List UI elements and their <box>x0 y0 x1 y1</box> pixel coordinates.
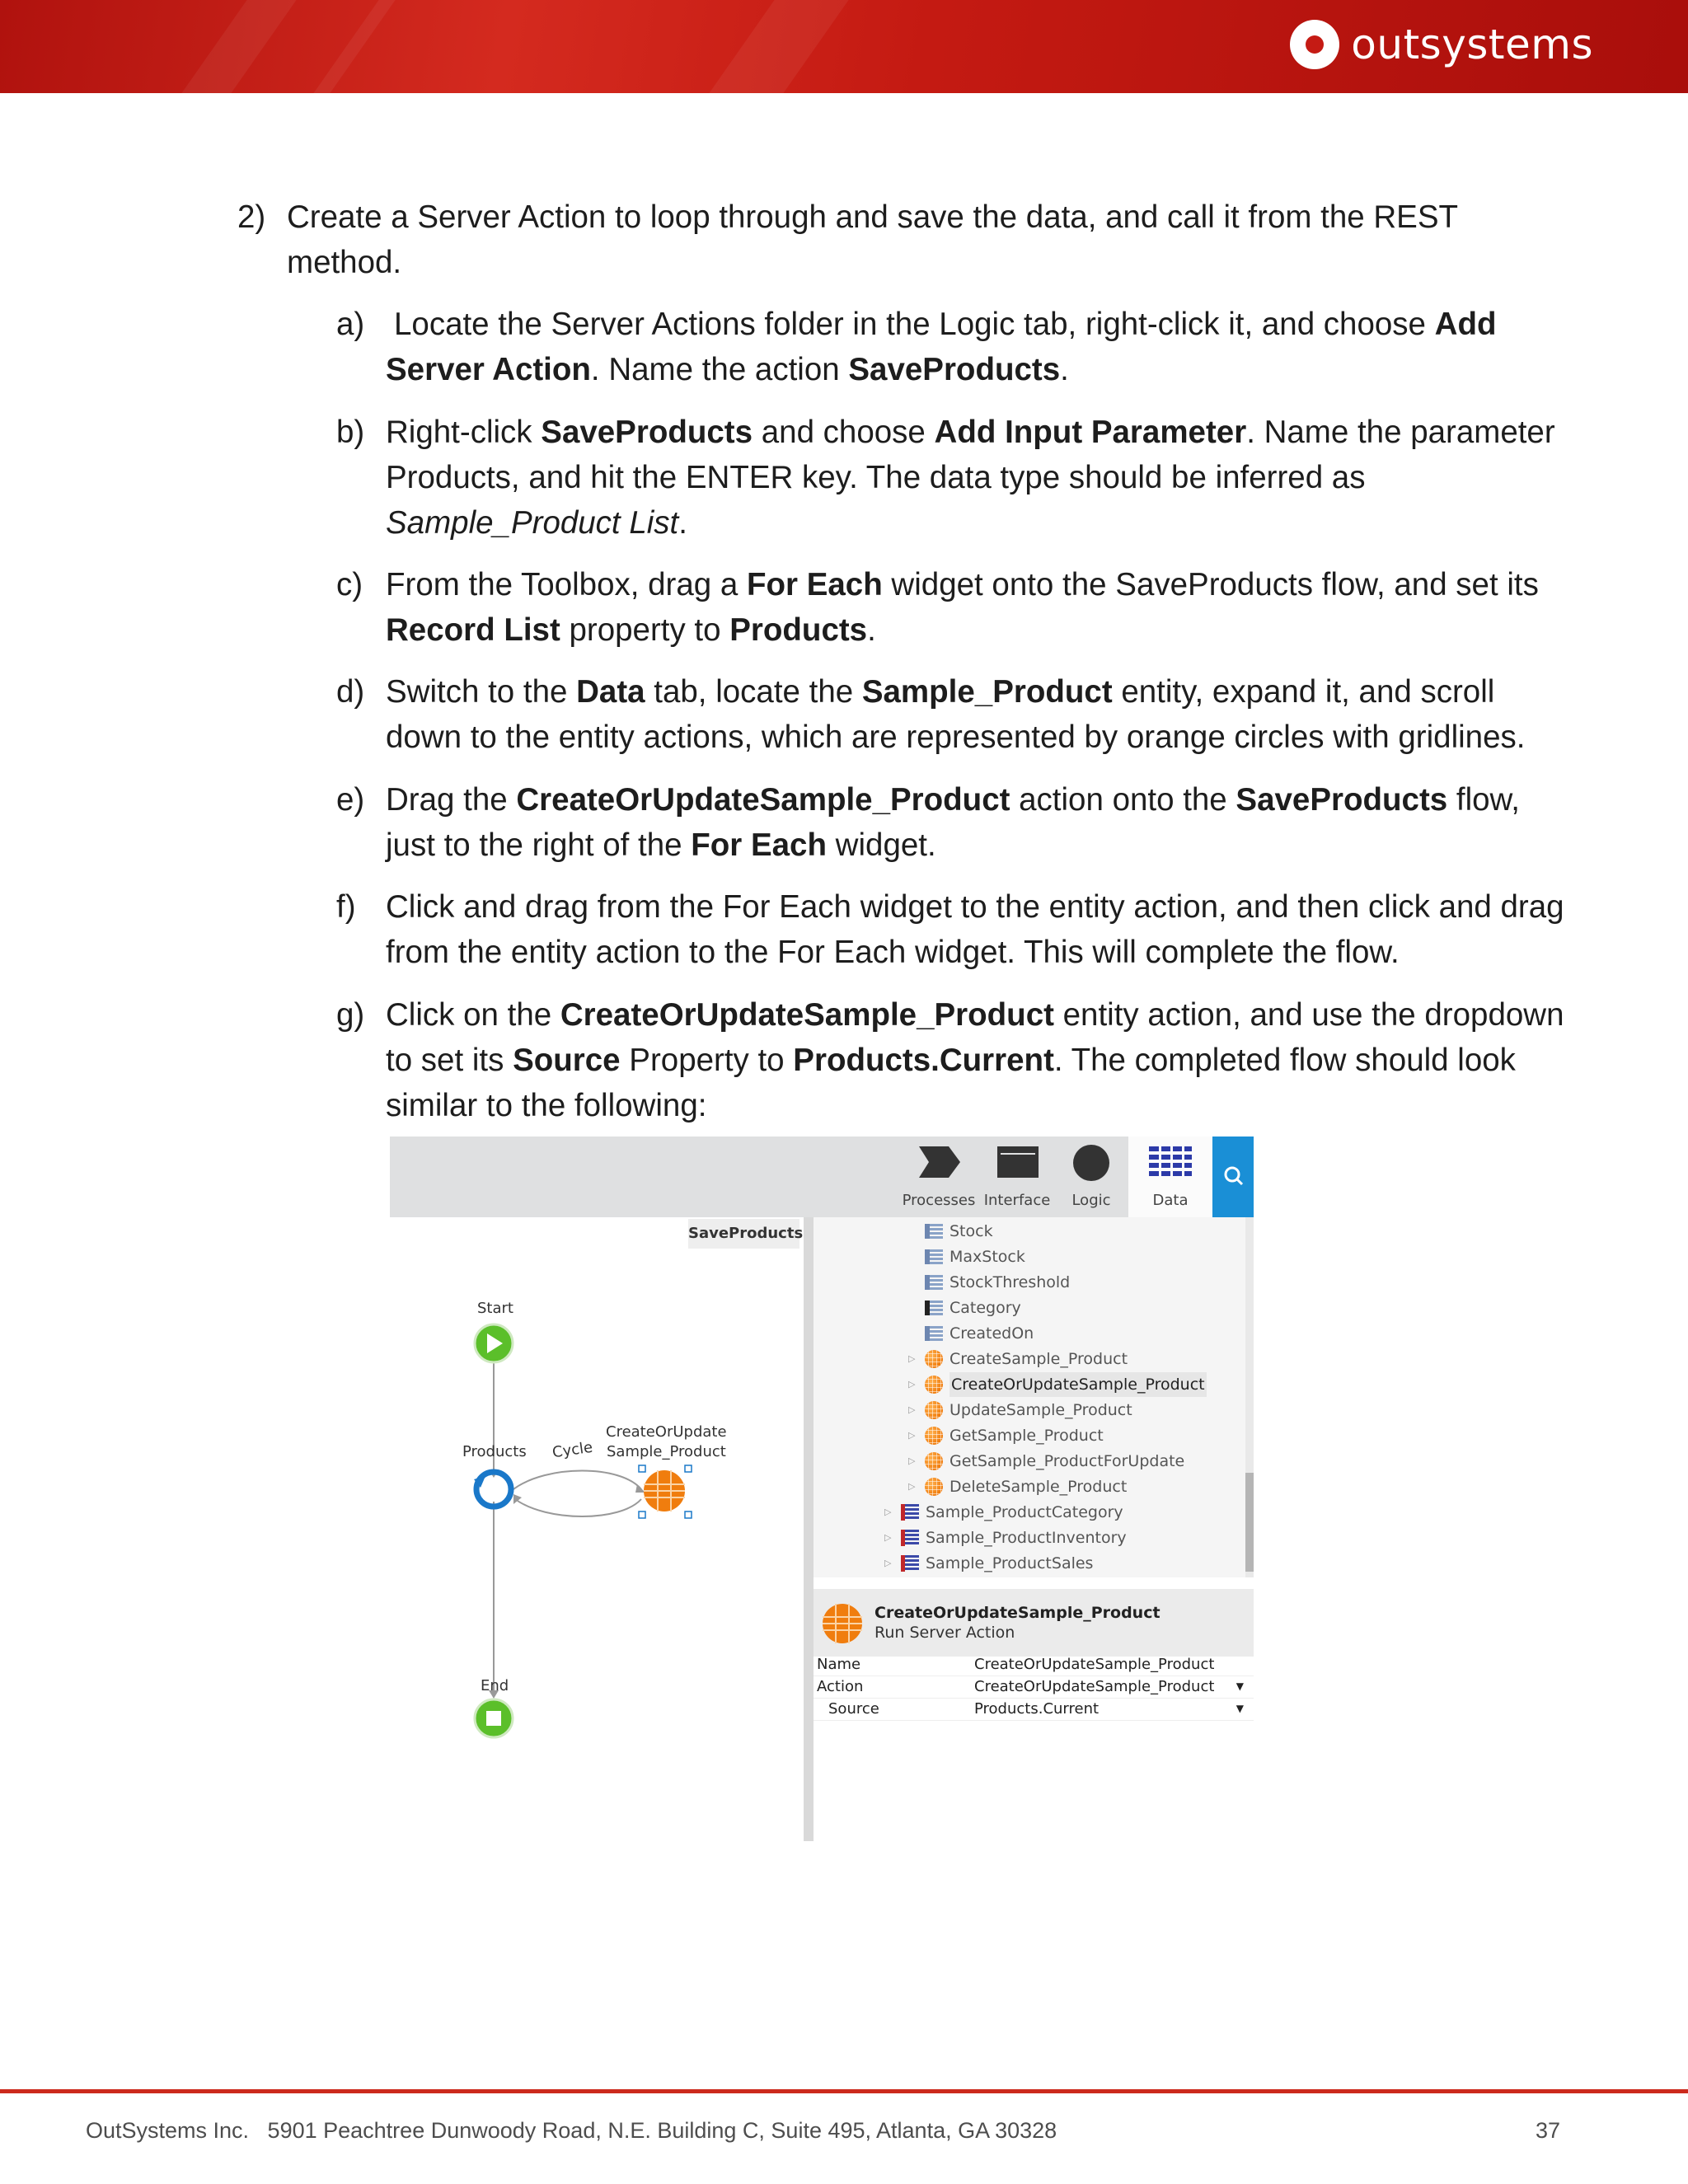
attribute-icon <box>925 1224 943 1239</box>
cycle-label: Cycle <box>551 1438 594 1462</box>
tree-item-label: GetSample_ProductForUpdate <box>950 1452 1185 1470</box>
tree-item-label: Stock <box>950 1222 993 1240</box>
tab-processes[interactable] <box>898 1137 980 1217</box>
text-run: Click and drag from the For Each widget to the entity action, and then click and drag from the entity action to the For Each widget. This will complete the flow. <box>386 889 1564 970</box>
text-run: flow, just to the right of the <box>386 782 1520 863</box>
bold-run: SaveProducts <box>848 352 1061 387</box>
footer-divider <box>0 2089 1688 2093</box>
banner-decoration <box>709 0 848 93</box>
expand-arrow-icon[interactable]: ▷ <box>884 1532 892 1543</box>
tree-item-label: Sample_ProductCategory <box>926 1503 1123 1521</box>
property-value[interactable]: CreateOrUpdateSample_Product <box>974 1678 1215 1695</box>
tree-item-label: CreatedOn <box>950 1324 1034 1343</box>
substep-number: f) <box>336 889 356 925</box>
text-run: Drag the <box>386 782 517 818</box>
bold-run: Add Server Action <box>386 307 1497 387</box>
banner-decoration <box>181 0 296 93</box>
flow-canvas[interactable] <box>390 1217 804 1841</box>
expand-arrow-icon[interactable]: ▷ <box>884 1507 892 1517</box>
tree-item-label: Category <box>950 1299 1021 1317</box>
substep-text <box>386 884 1573 975</box>
service-studio-screenshot <box>390 1137 1254 1841</box>
expand-arrow-icon[interactable]: ▷ <box>908 1404 916 1415</box>
tree-item[interactable] <box>908 1219 993 1244</box>
brand-name: outsystems <box>1351 21 1593 68</box>
action-label-line2: Sample_Product <box>607 1443 726 1460</box>
text-run: Click on the <box>386 997 560 1033</box>
bold-run: Products.Current <box>793 1043 1054 1078</box>
foreign-key-icon <box>925 1301 943 1315</box>
property-value[interactable]: CreateOrUpdateSample_Product <box>974 1656 1215 1673</box>
tree-item[interactable] <box>908 1270 1070 1295</box>
substep-d <box>336 669 1573 760</box>
search-button[interactable] <box>1212 1137 1254 1217</box>
entity-action-icon <box>925 1427 943 1445</box>
text-run: and choose <box>753 415 935 450</box>
tree-item[interactable] <box>908 1296 1021 1320</box>
tab-interface[interactable] <box>980 1137 1054 1217</box>
bold-run: Add Input Parameter <box>934 415 1247 450</box>
step-text <box>237 194 1556 285</box>
attribute-icon <box>925 1249 943 1264</box>
text-run: Property to <box>620 1043 794 1078</box>
foreach-label: Products <box>462 1443 527 1460</box>
tree-item[interactable] <box>908 1449 1184 1474</box>
tree-item[interactable] <box>884 1500 1123 1525</box>
entity-icon <box>901 1504 919 1521</box>
tab-label: Processes <box>902 1192 976 1209</box>
substep-number: d) <box>336 674 365 710</box>
tree-item[interactable] <box>908 1244 1025 1269</box>
text-run: From the Toolbox, drag a <box>386 567 747 602</box>
substep-number: b) <box>336 415 365 450</box>
search-icon <box>1212 1137 1254 1217</box>
header-banner <box>0 0 1688 93</box>
expand-arrow-icon[interactable]: ▷ <box>908 1481 916 1492</box>
properties-subtitle: Run Server Action <box>874 1624 1015 1642</box>
text-run: . <box>867 612 876 648</box>
step-text-content: Create a Server Action to loop through and save the data, and call it from the REST method. <box>287 199 1458 280</box>
text-run: . The completed flow should look similar to the following: <box>386 1043 1516 1123</box>
text-run: property to <box>560 612 730 648</box>
tree-item-label: UpdateSample_Product <box>950 1401 1132 1419</box>
substep-text <box>386 410 1573 546</box>
bold-run: Data <box>576 674 645 710</box>
step-number: 2) <box>237 199 266 235</box>
expand-arrow-icon[interactable]: ▷ <box>908 1430 916 1441</box>
expand-arrow-icon[interactable]: ▷ <box>908 1353 916 1364</box>
substep-c <box>336 562 1573 653</box>
panel-splitter[interactable] <box>804 1217 814 1841</box>
entity-action-icon <box>822 1603 863 1644</box>
tree-item-label: Sample_ProductSales <box>926 1554 1094 1572</box>
bold-run: CreateOrUpdateSample_Product <box>560 997 1054 1033</box>
processes-icon <box>914 1143 964 1181</box>
substep-text <box>386 562 1573 653</box>
entity-action-icon <box>925 1478 943 1496</box>
tab-data[interactable] <box>1128 1137 1212 1217</box>
property-row-source[interactable] <box>814 1698 1254 1721</box>
properties-header <box>814 1589 1254 1657</box>
text-run: action onto the <box>1010 782 1236 818</box>
text-run: entity action, and use the dropdown to set its <box>386 997 1564 1078</box>
entity-action-icon <box>925 1350 943 1368</box>
expand-arrow-icon[interactable]: ▷ <box>908 1455 916 1466</box>
tree-scrollbar-thumb[interactable] <box>1245 1473 1254 1572</box>
text-run: . Name the parameter Products, and hit the ENTER key. The data type should be inferred as <box>386 415 1555 495</box>
substep-a <box>336 302 1573 392</box>
text-run: . Name the action <box>590 352 849 387</box>
substep-g <box>336 992 1573 1128</box>
tab-label: Data <box>1152 1192 1189 1209</box>
data-tree <box>814 1217 1254 1577</box>
logic-icon <box>1067 1141 1116 1183</box>
outsystems-logo-icon <box>1290 20 1339 69</box>
outsystems-logo <box>1290 20 1593 69</box>
substep-text <box>386 302 1573 392</box>
text-run: Right-click <box>386 415 542 450</box>
entity-icon <box>901 1530 919 1546</box>
text-run: widget. <box>826 827 936 863</box>
text-run: tab, locate the <box>645 674 862 710</box>
substep-text <box>386 992 1573 1128</box>
tree-item-label: DeleteSample_Product <box>950 1478 1128 1496</box>
substep-text <box>386 777 1573 868</box>
substep-number: a) <box>336 307 365 342</box>
attribute-icon <box>925 1326 943 1341</box>
entity-icon <box>901 1555 919 1572</box>
page-number: 37 <box>1535 2118 1560 2143</box>
substep-number: g) <box>336 997 365 1033</box>
toolbar <box>390 1137 1254 1217</box>
text-run: widget onto the SaveProducts flow, and set its <box>882 567 1539 602</box>
substep-e <box>336 777 1573 868</box>
end-label: End <box>481 1677 509 1694</box>
tree-item[interactable] <box>908 1423 1104 1448</box>
banner-decoration <box>313 0 395 93</box>
entity-action-node[interactable] <box>644 1470 685 1511</box>
data-icon <box>1146 1145 1195 1183</box>
substep-b <box>336 410 1573 546</box>
tree-item[interactable] <box>884 1551 1093 1576</box>
dropdown-arrow-icon[interactable]: ▼ <box>1236 1703 1244 1714</box>
bold-run: SaveProducts <box>1236 782 1448 818</box>
tree-item-label: CreateSample_Product <box>950 1350 1128 1368</box>
expand-arrow-icon[interactable]: ▷ <box>884 1558 892 1568</box>
action-label-line1: CreateOrUpdate <box>606 1423 727 1441</box>
properties-title: CreateOrUpdateSample_Product <box>874 1604 1160 1622</box>
entity-action-icon <box>925 1376 943 1394</box>
tree-item-label: Sample_ProductInventory <box>926 1529 1127 1547</box>
tree-item[interactable] <box>908 1474 1127 1499</box>
tree-item-label: CreateOrUpdateSample_Product <box>950 1372 1207 1397</box>
tab-label: Logic <box>1071 1192 1111 1209</box>
tree-item-label: MaxStock <box>950 1248 1025 1266</box>
flow-diagram <box>390 1217 804 1841</box>
tree-item[interactable] <box>884 1526 1127 1550</box>
tree-item-selected[interactable] <box>908 1372 1207 1397</box>
bold-run: For Each <box>747 567 883 602</box>
tab-logic[interactable] <box>1054 1137 1128 1217</box>
bold-run: SaveProducts <box>541 415 753 450</box>
entity-action-icon <box>925 1401 943 1419</box>
bold-run: For Each <box>691 827 827 863</box>
property-value[interactable]: Products.Current <box>974 1700 1100 1718</box>
tab-saveproducts[interactable]: SaveProducts <box>688 1219 799 1249</box>
text-run: Locate the Server Actions folder in the Logic tab, right-click it, and choose <box>394 307 1435 342</box>
substep-text <box>386 669 1573 760</box>
property-key: Source <box>828 1700 879 1718</box>
tab-label: Interface <box>983 1192 1051 1209</box>
text-run: . <box>1060 352 1069 387</box>
property-key: Name <box>817 1656 861 1673</box>
step-2 <box>237 194 1556 285</box>
tree-item-label: GetSample_Product <box>950 1427 1104 1445</box>
text-run: . <box>678 505 687 541</box>
bold-run: Products <box>729 612 868 648</box>
bold-run: Source <box>513 1043 621 1078</box>
attribute-icon <box>925 1275 943 1290</box>
text-run: entity, expand it, and scroll down to the entity actions, which are represented by orange circles with gridlines. <box>386 674 1526 755</box>
substep-number: e) <box>336 782 365 818</box>
bold-run: CreateOrUpdateSample_Product <box>516 782 1010 818</box>
property-row-action[interactable] <box>814 1675 1254 1699</box>
bold-run: Record List <box>386 612 560 648</box>
tree-item[interactable] <box>908 1347 1128 1371</box>
interface-icon <box>992 1143 1042 1181</box>
substep-number: c) <box>336 567 363 602</box>
footer-address: OutSystems Inc. 5901 Peachtree Dunwoody Road, N.E. Building C, Suite 495, Atlanta, GA 30328 <box>86 2118 1057 2143</box>
expand-arrow-icon[interactable]: ▷ <box>908 1379 916 1390</box>
tree-item[interactable] <box>908 1321 1034 1346</box>
property-row-name[interactable] <box>814 1653 1254 1676</box>
tree-item-label: StockThreshold <box>950 1273 1071 1291</box>
text-run: Switch to the <box>386 674 577 710</box>
substep-f <box>336 884 1573 975</box>
italic-run: Sample_Product List <box>386 505 679 541</box>
tree-item[interactable] <box>908 1398 1132 1422</box>
bold-run: Sample_Product <box>861 674 1113 710</box>
start-label: Start <box>477 1300 513 1317</box>
entity-action-icon <box>925 1452 943 1470</box>
property-key: Action <box>817 1678 864 1695</box>
dropdown-arrow-icon[interactable]: ▼ <box>1236 1680 1244 1692</box>
